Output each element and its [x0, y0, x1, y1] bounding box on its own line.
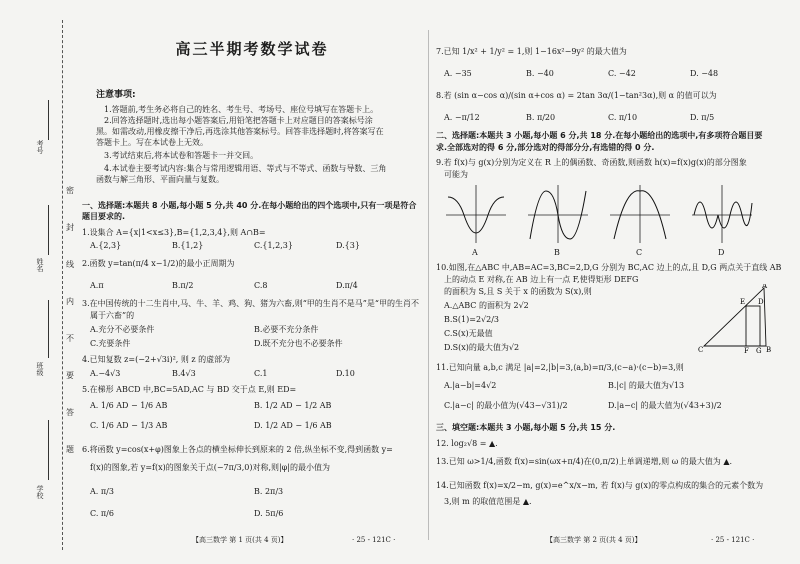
question-10-stem: 10.如图,在△ABC 中,AB=AC=3,BC=2,D,G 分别为 BC,AC 边上的点,且 D,G 两点关于直线 AB: [436, 263, 782, 272]
question-7-stem: 7.已知 1/x² + 1/y² = 1,则 1−16x²−9y² 的最大值为: [436, 47, 627, 56]
option[interactable]: B. 1/2 AD − 1/2 AB: [254, 401, 332, 410]
question-14: 14.已知函数 f(x)=x/2−m, g(x)=e^x/x−m, 若 f(x)与 g(x)的零点构成的集合的元素个数为: [436, 481, 764, 490]
question-10-stem: 的面积为 S,且 S 关于 x 的函数为 S(x),则: [444, 287, 592, 296]
option[interactable]: A.|a−b|=4√2: [444, 381, 497, 390]
notice-line: 答题卡上。写在本试卷上无效。: [96, 138, 208, 147]
page-divider: [428, 30, 429, 540]
binding-strip: [0, 0, 80, 564]
option[interactable]: C. −42: [608, 69, 636, 78]
question-8-stem: 8.若 (sin α−cos α)/(sin α+cos α) = 2tan 3α/(1−tan²3α),则 α 的值可以为: [436, 91, 717, 100]
option[interactable]: A. 1/6 AD − 1/6 AB: [90, 401, 168, 410]
question-10-stem: 上的动点 E 对称,在 AB 边上有一点 F,使得矩形 DEFG: [444, 275, 639, 284]
option[interactable]: D.π/4: [336, 281, 358, 290]
question-9-stem: 可能为: [444, 170, 468, 179]
label-class: 班级: [36, 362, 44, 376]
section-2-heading: 二、选择题:本题共 3 小题,每小题 6 分,共 18 分.在每小题给出的选项中,有多项符合题目要: [436, 131, 763, 140]
question-5-stem: 5.在梯形 ABCD 中,BC=5AD,AC 与 BD 交于点 E,则 ED=: [82, 385, 297, 394]
question-9-stem: 9.若 f(x)与 g(x)分别为定义在 R 上的偶函数、奇函数,则函数 h(x)=f(x)g(x)的部分图象: [436, 158, 747, 167]
seal-char: 要: [66, 371, 74, 380]
question-3-stem: 属于六畜”的: [90, 311, 135, 320]
label-school: 学校: [36, 485, 44, 499]
option[interactable]: B.4√3: [172, 369, 196, 378]
option[interactable]: B. π/20: [526, 113, 556, 122]
graph-option-b[interactable]: [526, 183, 590, 245]
notice-line: 黑。如需改动,用橡皮擦干净后,再选涂其他答案标号。回答非选择题时,将答案写在: [96, 127, 384, 136]
name-line: [48, 205, 49, 255]
option[interactable]: C. π/10: [608, 113, 638, 122]
option[interactable]: A. −π/12: [444, 113, 480, 122]
class-line: [48, 300, 49, 358]
option[interactable]: D.10: [336, 369, 355, 378]
school-line: [48, 420, 49, 480]
section-1-heading: 题目要求的.: [82, 212, 126, 221]
point-label: B: [766, 346, 772, 354]
graph-label: A: [472, 248, 478, 257]
point-label: A: [762, 284, 768, 290]
binding-dashed-line: [62, 20, 63, 550]
option[interactable]: A.−4√3: [90, 369, 121, 378]
option[interactable]: B.必要不充分条件: [254, 325, 319, 334]
option[interactable]: C.充要条件: [90, 339, 131, 348]
triangle-figure: [698, 284, 774, 354]
notice-title: 注意事项:: [96, 90, 136, 100]
point-label: E: [740, 298, 746, 306]
section-2-heading: 求.全部选对的得 6 分,部分选对的得部分分,有选错的得 0 分.: [436, 143, 655, 152]
option[interactable]: D.{3}: [336, 241, 360, 250]
option[interactable]: D.S(x)的最大值为√2: [444, 343, 520, 352]
page-code: · 25 - 121C ·: [711, 536, 755, 544]
option[interactable]: A.π: [90, 281, 104, 290]
label-exam-number: 考号: [36, 140, 44, 154]
triangle: [704, 288, 766, 346]
option[interactable]: D. 1/2 AD − 1/6 AB: [254, 421, 332, 430]
graph-label: C: [636, 248, 643, 257]
exam-number-line: [48, 100, 49, 140]
section-1-heading: 一、选择题:本题共 8 小题,每小题 5 分,共 40 分.在每小题给出的四个选项中,只有一项是符合: [82, 201, 417, 210]
point-label: F: [744, 347, 749, 354]
option[interactable]: B.π/2: [172, 281, 194, 290]
option[interactable]: D. π/5: [690, 113, 715, 122]
option[interactable]: C. 1/6 AD − 1/3 AB: [90, 421, 168, 430]
option[interactable]: B. 2π/3: [254, 487, 284, 496]
page-2: [436, 0, 782, 564]
seal-char: 密: [66, 186, 74, 195]
graph-option-d[interactable]: [690, 183, 754, 245]
option[interactable]: C.|a−c| 的最小值为(√43−√31)/2: [444, 401, 568, 410]
question-14: 3,则 m 的取值范围是 ▲.: [444, 497, 532, 506]
page-footer: 【高三数学 第 2 页(共 4 页)】: [546, 536, 642, 544]
notice-line: 函数与解三角形、平面向量与复数。: [96, 175, 224, 184]
page-code: · 25 - 121C ·: [352, 536, 396, 544]
question-13: 13.已知 ω>1/4,函数 f(x)=sin(ωx+π/4)在(0,π/2)上单调递增,则 ω 的最大值为 ▲.: [436, 457, 733, 466]
notice-line: 2.回答选择题时,选出每小题答案后,用铅笔把答题卡上对应题目的答案标号涂: [104, 116, 373, 125]
point-label: D: [758, 298, 764, 306]
option[interactable]: D.|a−c| 的最大值为(√43+3)/2: [608, 401, 722, 410]
seal-char: 答: [66, 408, 74, 417]
option[interactable]: A.{2,3}: [90, 241, 122, 250]
option[interactable]: D.既不充分也不必要条件: [254, 339, 343, 348]
option[interactable]: B.S(1)=2√2/3: [444, 315, 499, 324]
graph-label: D: [718, 248, 725, 257]
option[interactable]: C.8: [254, 281, 268, 290]
question-4-stem: 4.已知复数 z=(−2+√3i)², 则 z 的虚部为: [82, 355, 231, 364]
notice-line: 1.答题前,考生务必将自己的姓名、考生号、考场号、座位号填写在答题卡上。: [104, 105, 379, 114]
option[interactable]: B.|c| 的最大值为√13: [608, 381, 685, 390]
option[interactable]: A. π/3: [90, 487, 114, 496]
question-6-stem: 6.将函数 y=cos(x+φ)图象上各点的横坐标伸长到原来的 2 倍,纵坐标不变,得到函数 y=: [82, 445, 393, 454]
question-12: 12. log₂√8 = ▲.: [436, 439, 498, 448]
graph-label: B: [554, 248, 560, 257]
seal-char: 线: [66, 260, 74, 269]
option[interactable]: C.1: [254, 369, 268, 378]
option[interactable]: B. −40: [526, 69, 554, 78]
option[interactable]: A.充分不必要条件: [90, 325, 155, 334]
notice-line: 3.考试结束后,将本试卷和答题卡一并交回。: [104, 151, 259, 160]
option[interactable]: B.{1,2}: [172, 241, 204, 250]
notice-line: 4.本试卷主要考试内容:集合与常用逻辑用语、等式与不等式、函数与导数、三角: [104, 164, 387, 173]
option[interactable]: C. π/6: [90, 509, 114, 518]
label-name: 姓名: [36, 258, 44, 272]
rectangle-defg: [746, 306, 760, 346]
option[interactable]: A. −35: [444, 69, 472, 78]
option[interactable]: D. −48: [690, 69, 719, 78]
graph-option-a[interactable]: [444, 183, 508, 245]
page-1: [82, 0, 422, 564]
section-3-heading: 三、填空题:本题共 3 小题,每小题 5 分,共 15 分.: [436, 423, 616, 432]
question-11-stem: 11.已知向量 a,b,c 满足 |a|=2,|b|=3,⟨a,b⟩=π/3,(c−a)·(c−b)=3,则: [436, 363, 684, 372]
question-1-stem: 1.设集合 A={x|1<x≤3},B={1,2,3,4},则 A∩B=: [82, 228, 266, 237]
question-2-stem: 2.函数 y=tan(π/4 x−1/2)的最小正周期为: [82, 259, 235, 268]
page-title: 高三半期考数学试卷: [175, 40, 329, 58]
option[interactable]: D. 5π/6: [254, 509, 284, 518]
seal-char: 题: [66, 445, 74, 454]
graph-option-c[interactable]: [608, 183, 672, 245]
seal-char: 内: [66, 297, 74, 306]
point-label: G: [756, 347, 762, 354]
option[interactable]: A.△ABC 的面积为 2√2: [444, 301, 529, 310]
seal-char: 不: [66, 334, 74, 343]
option[interactable]: C.{1,2,3}: [254, 241, 293, 250]
page-footer: 【高三数学 第 1 页(共 4 页)】: [192, 536, 288, 544]
question-3-stem: 3.在中国传统的十二生肖中,马、牛、羊、鸡、狗、猪为六畜,则“甲的生肖不是马”是“甲的生肖不: [82, 299, 419, 308]
question-6-stem: f(x)的图象,若 y=f(x)的图象关于点(−7π/3,0)对称,则|φ|的最小值为: [90, 463, 330, 472]
seal-char: 封: [66, 223, 74, 232]
point-label: C: [698, 346, 704, 354]
option[interactable]: C.S(x)无最值: [444, 329, 493, 338]
